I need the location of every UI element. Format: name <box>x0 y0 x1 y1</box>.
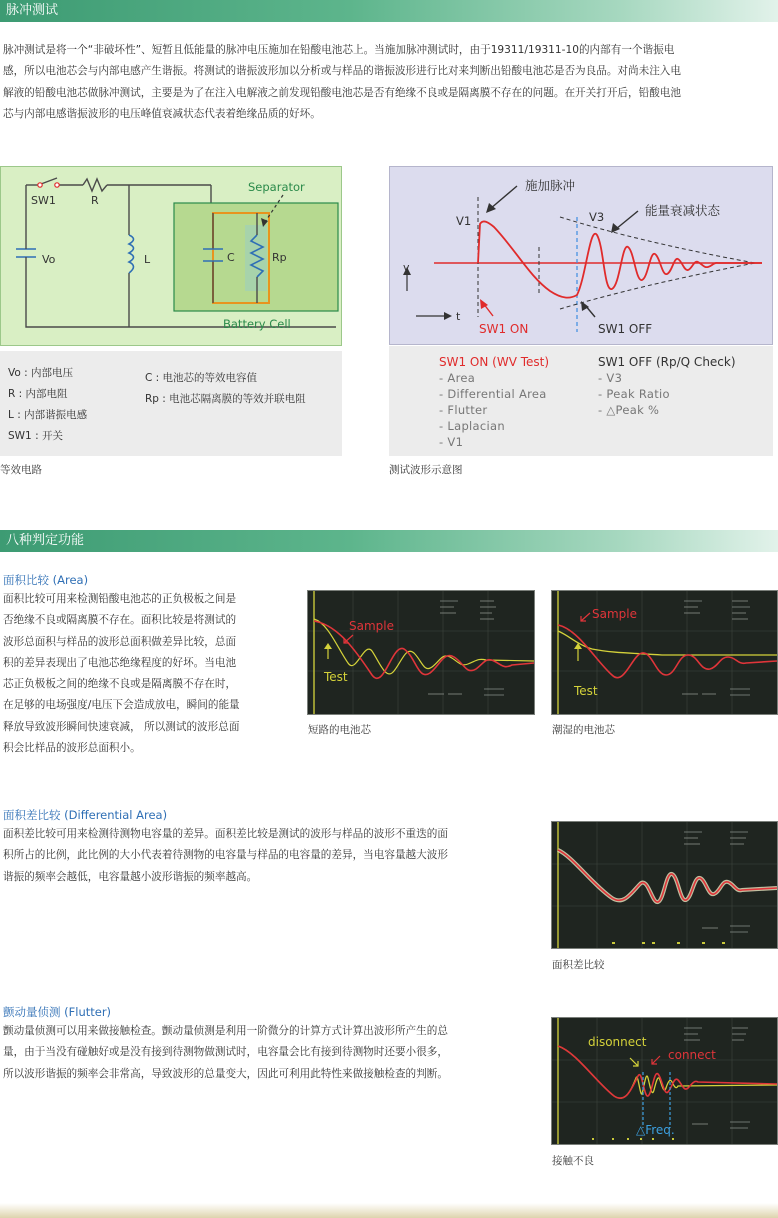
label-decay: 能量衰减状态 <box>645 203 721 218</box>
legend-sw1-off-title: SW1 OFF (Rp/Q Check) <box>598 355 736 369</box>
area-line: 积会比样品的波形总面积小。 <box>3 742 141 755</box>
flutter-line: 所以波形谐振的频率会非常高，导致波形的总量变大，因此可利用此特性来做接触检查的判断。 <box>3 1067 448 1080</box>
circuit-caption: 等效电路 <box>0 464 42 476</box>
area-line: 积的差异表现出了电池芯绝缘程度的好坏。当电池 <box>3 656 237 669</box>
area-line: 在足够的电场强度/电压下会造成放电，瞬间的能量 <box>3 699 240 712</box>
scope-short-circuit <box>307 590 535 715</box>
legend-off-item: - △Peak % <box>598 403 660 417</box>
waveform-legend <box>389 346 773 456</box>
legend-r: R : 内部电阻 <box>8 388 68 400</box>
flutter-line: 量，由于当没有碰触好或是没有接到待测物做测试时，电容量会比有接到待测物时还要小很多， <box>3 1046 448 1059</box>
flutter-connect-label: connect <box>668 1048 716 1062</box>
legend-off-item: - V3 <box>598 371 623 385</box>
legend-sw1-on-title: SW1 ON (WV Test) <box>439 355 550 369</box>
diff-area-subhead: 面积差比较 (Differential Area) <box>3 808 168 822</box>
legend-on-item: - Differential Area <box>439 387 547 401</box>
flutter-line: 颤动量侦测可以用来做接触检查。颤动量侦测是利用一阶微分的计算方式计算出波形所产生的总 <box>3 1025 448 1037</box>
label-v1: V1 <box>456 214 472 228</box>
legend-l: L : 内部谐振电感 <box>8 409 88 421</box>
label-t-axis: t <box>456 310 461 323</box>
scope1-caption: 短路的电池芯 <box>308 724 371 736</box>
scope2-test-label: Test <box>574 684 598 698</box>
scope2-sample-label: Sample <box>592 607 637 621</box>
diff-area-paragraph <box>3 824 523 888</box>
legend-c: C : 电池芯的等效电容值 <box>145 372 258 384</box>
label-apply-pulse: 施加脉冲 <box>525 178 576 193</box>
circuit-legend <box>0 351 342 456</box>
flutter-disconnect-label: disonnect <box>588 1035 647 1049</box>
scope1-sample-label: Sample <box>349 619 394 633</box>
section-title: 脉冲测试 <box>6 3 59 18</box>
test-waveform-diagram <box>389 166 773 345</box>
flutter-subhead: 颤动量侦测 (Flutter) <box>3 1005 112 1019</box>
diff-area-caption: 面积差比较 <box>552 959 605 971</box>
label-battery-cell: Battery Cell <box>223 317 291 331</box>
scope2-caption: 潮湿的电池芯 <box>552 724 615 736</box>
label-sw1-off: SW1 OFF <box>598 322 653 336</box>
intro-line: 感，所以电池芯会与内部电感产生谐振。将测试的谐振波形加以分析或与样品的谐振波形进行比对来判断出铅酸电池芯是否为良品。对尚未注入电 <box>3 65 681 78</box>
label-c: C <box>227 251 235 264</box>
label-v-axis: v <box>403 261 410 274</box>
scope-damp-cell <box>551 590 778 715</box>
legend-on-item: - Laplacian <box>439 419 505 433</box>
scope-flutter <box>551 1017 778 1145</box>
equivalent-circuit-diagram <box>0 166 342 346</box>
diff-area-line: 面积差比较可用来检测待测物电容量的差异。面积差比较是测试的波形与样品的波形不重迭的面 <box>3 828 448 840</box>
scope-differential-area <box>551 821 778 949</box>
legend-off-item: - Peak Ratio <box>598 387 670 401</box>
label-sw1: SW1 <box>31 194 56 207</box>
legend-on-item: - Flutter <box>439 403 488 417</box>
intro-paragraph <box>3 40 775 125</box>
label-sw1-on: SW1 ON <box>479 322 529 336</box>
area-line: 波形总面积与样品的波形总面积做差异比较，总面 <box>3 635 237 648</box>
section-title: 八种判定功能 <box>6 533 85 548</box>
bottom-bar <box>0 1203 778 1218</box>
section-header-pulse-test <box>0 0 778 22</box>
legend-on-item: - Area <box>439 371 476 385</box>
diff-area-line: 谐振的频率会越低，电容量越小波形谐振的频率越高。 <box>3 870 258 883</box>
area-paragraph <box>3 589 278 759</box>
waveform-svg <box>390 167 774 346</box>
legend-sw1: SW1 : 开关 <box>8 430 63 442</box>
waveform-caption: 测试波形示意图 <box>389 464 463 476</box>
flutter-paragraph <box>3 1021 523 1085</box>
scope1-test-label: Test <box>324 670 348 684</box>
area-line: 芯正负极板之间的绝缘不良或是隔离膜不存在时， <box>3 678 237 691</box>
area-line: 面积比较可用来检测铅酸电池芯的正负极板之间是 <box>3 593 237 605</box>
legend-on-item: - V1 <box>439 435 464 449</box>
area-line: 否绝缘不良或隔离膜不存在。面积比较是将测试的 <box>3 614 237 627</box>
section-header-eight-judgments <box>0 530 778 552</box>
label-rp: Rp <box>272 251 287 264</box>
label-l: L <box>144 253 151 266</box>
intro-line: 芯与内部电感谐振波形的电压峰值衰减状态代表着绝缘品质的好坏。 <box>3 107 321 120</box>
label-vo: Vo <box>42 253 56 266</box>
intro-line: 脉冲测试是将一个“非破坏性”、短暂且低能量的脉冲电压施加在铅酸电池芯上。当施加脉冲测试时，由于19311/19311-10的内部有一个谐振电 <box>3 44 675 56</box>
intro-line: 解液的铅酸电池芯做脉冲测试，主要是为了在注入电解液之前发现铅酸电池芯是否有绝缘不良或是隔离膜不存在的问题。在开关打开后，铅酸电池 <box>3 86 681 99</box>
label-r: R <box>91 194 99 207</box>
flutter-freq-label: △Freq. <box>636 1123 675 1137</box>
legend-vo: Vo : 内部电压 <box>8 367 74 379</box>
area-line: 释放导致波形瞬间快速衰减， 所以测试的波形总面 <box>3 720 240 733</box>
label-v3: V3 <box>589 210 605 224</box>
circuit-svg <box>1 167 343 347</box>
diff-area-line: 积所占的比例，此比例的大小代表着待测物的电容量与样品的电容量的差异，当电容量越大波形 <box>3 849 448 862</box>
area-subhead: 面积比较 (Area) <box>3 573 89 587</box>
legend-rp: Rp : 电池芯隔离膜的等效并联电阻 <box>145 393 306 405</box>
label-separator: Separator <box>248 180 305 194</box>
flutter-caption: 接触不良 <box>552 1155 594 1167</box>
